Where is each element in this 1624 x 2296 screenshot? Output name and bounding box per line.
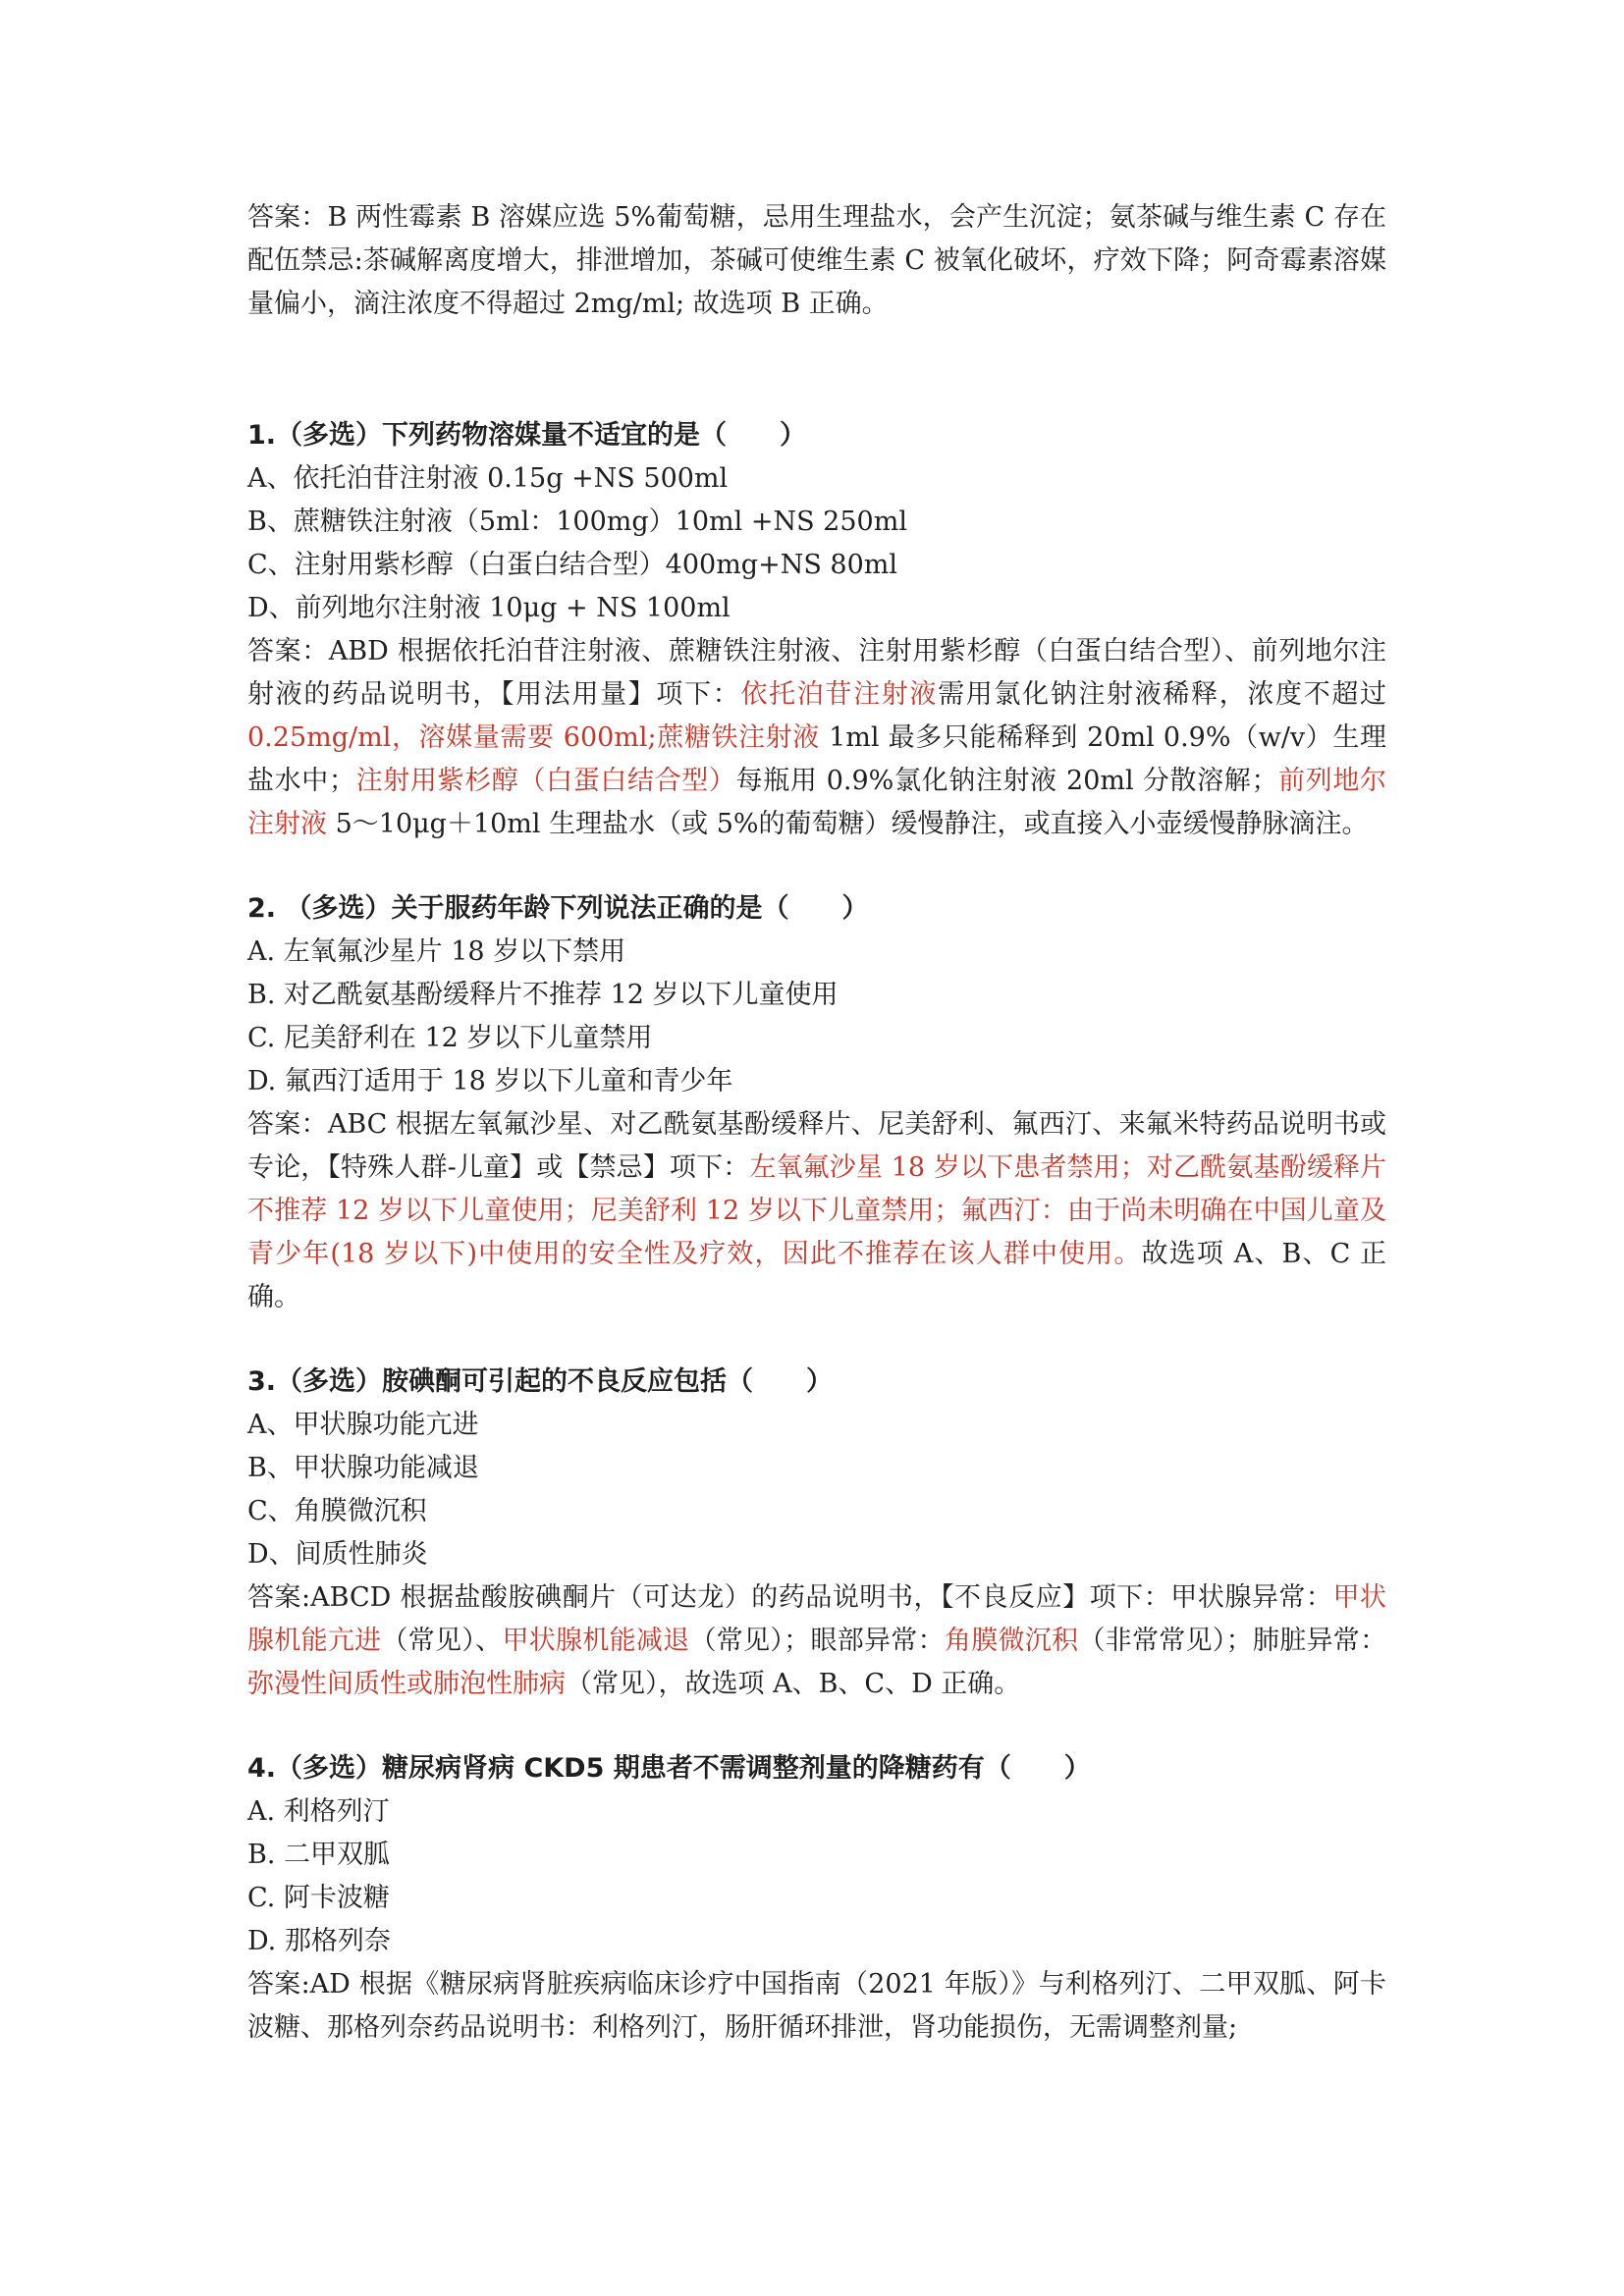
question-2-option-b: B. 对乙酰氨基酚缓释片不推荐 12 岁以下儿童使用 [247, 980, 839, 1010]
question-4 [247, 1747, 1386, 2050]
question-3-option-a: A、甲状腺功能亢进 [247, 1410, 479, 1440]
question-1-option-a: A、依托泊苷注射液 0.15g +NS 500ml [247, 463, 729, 494]
question-2-title: 2. （多选）关于服药年龄下列说法正确的是（ ） [247, 893, 869, 924]
document-page [247, 196, 1386, 2050]
question-4-option-d: D. 那格列奈 [247, 1926, 391, 1956]
answer-segment: （非常常见）；肺脏异常： [1078, 1626, 1387, 1656]
question-2-answer [247, 1103, 1386, 1319]
answer-highlight: 前列地尔注射液 [247, 766, 1387, 839]
answer-segment: 答案:ABCD 根据盐酸胺碘酮片（可达龙）的药品说明书，【不良反应】项下：甲状腺异常： [247, 1582, 1333, 1613]
question-1-option-d: D、前列地尔注射液 10μg + NS 100ml [247, 593, 731, 623]
answer-highlight: 左氧氟沙星 18 岁以下患者禁用；对乙酰氨基酚缓释片不推荐 12 岁以下儿童使用；尼美舒利 12 岁以下儿童禁用；氟西汀：由于尚未明确在中国儿童及青少年(18 岁以下)中使用的安全性及疗效，因此不推荐在该人群中使用。 [247, 1152, 1386, 1269]
question-3-option-b: B、甲状腺功能减退 [247, 1453, 479, 1483]
question-1-option-b: B、蔗糖铁注射液（5ml：100mg）10ml +NS 250ml [247, 507, 907, 537]
answer-segment: （常见）、 [381, 1626, 503, 1656]
answer-highlight: 甲状腺机能减退 [502, 1626, 690, 1656]
question-1-option-c: C、注射用紫杉醇（白蛋白结合型）400mg+NS 80ml [247, 550, 898, 580]
answer-segment: 每瓶用 0.9%氯化钠注射液 20ml 分散溶解； [735, 766, 1278, 796]
question-1 [247, 414, 1386, 846]
answer-segment: 答案：ABD 根据依托泊苷注射液、蔗糖铁注射液、注射用紫杉醇（白蛋白结合型）、前列地尔注射液的药品说明书，【用法用量】项下： [247, 636, 1386, 710]
question-3-option-c: C、角膜微沉积 [247, 1496, 427, 1526]
question-3 [247, 1361, 1386, 1706]
answer-segment: 需用氯化钠注射液稀释，浓度不超过 [938, 679, 1387, 710]
question-4-option-a: A. 利格列汀 [247, 1796, 390, 1827]
answer-segment: （常见）；眼部异常： [689, 1626, 945, 1656]
intro-answer [247, 196, 1386, 326]
question-4-option-b: B. 二甲双胍 [247, 1840, 391, 1870]
question-2-option-d: D. 氟西汀适用于 18 岁以下儿童和青少年 [247, 1066, 733, 1096]
question-2 [247, 887, 1386, 1319]
answer-highlight: 弥漫性间质性或肺泡性肺病 [247, 1669, 566, 1699]
intro-answer-segment: 答案：B 两性霉素 B 溶媒应选 5%葡萄糖，忌用生理盐水，会产生沉淀；氨茶碱与维生素 C 存在配伍禁忌:茶碱解离度增大，排泄增加，茶碱可使维生素 C 被氧化破坏，疗效下降；阿奇霉素溶媒量偏小，滴注浓度不得超过 2mg/ml; 故选项 B 正确。 [247, 202, 1386, 319]
answer-highlight: 甲状腺机能亢进 [247, 1582, 1386, 1656]
question-1-answer [247, 630, 1386, 846]
question-3-option-d: D、间质性肺炎 [247, 1539, 428, 1570]
answer-highlight: 注射用紫杉醇（白蛋白结合型） [354, 766, 736, 796]
answer-highlight: 角膜微沉积 [944, 1626, 1079, 1656]
answer-segment: 5～10μg＋10ml 生理盐水（或 5%的葡萄糖）缓慢静注，或直接入小壶缓慢静脉滴注。 [327, 809, 1369, 839]
question-2-option-a: A. 左氧氟沙星片 18 岁以下禁用 [247, 936, 626, 967]
question-3-title: 3.（多选）胺碘酮可引起的不良反应包括（ ） [247, 1366, 834, 1397]
answer-segment: 答案：ABC 根据左氧氟沙星、对乙酰氨基酚缓释片、尼美舒利、氟西汀、来氟米特药品说明书或专论，【特殊人群-儿童】或【禁忌】项下： [247, 1109, 1386, 1183]
question-4-title: 4.（多选）糖尿病肾病 CKD5 期患者不需调整剂量的降糖药有（ ） [247, 1753, 1091, 1784]
answer-segment: 1ml 最多只能稀释到 20ml 0.9%（w/v）生理盐水中； [247, 722, 1386, 796]
question-4-option-c: C. 阿卡波糖 [247, 1883, 390, 1913]
answer-highlight: 0.25mg/ml，溶媒量需要 600ml;蔗糖铁注射液 [247, 722, 820, 753]
answer-segment: 故选项 A、B、C 正确。 [247, 1239, 1386, 1312]
question-1-title: 1.（多选）下列药物溶媒量不适宜的是（ ） [247, 420, 807, 451]
answer-highlight: 依托泊苷注射液 [740, 679, 939, 710]
answer-segment: 答案:AD 根据《糖尿病肾脏疾病临床诊疗中国指南（2021 年版）》与利格列汀、二甲双胍、阿卡波糖、那格列奈药品说明书：利格列汀，肠肝循环排泄，肾功能损伤，无需调整剂量; [247, 1969, 1386, 2043]
answer-segment: （常见），故选项 A、B、C、D 正确。 [566, 1669, 1021, 1699]
question-4-answer [247, 1963, 1386, 2050]
question-2-option-c: C. 尼美舒利在 12 岁以下儿童禁用 [247, 1023, 653, 1053]
question-3-answer [247, 1576, 1386, 1706]
